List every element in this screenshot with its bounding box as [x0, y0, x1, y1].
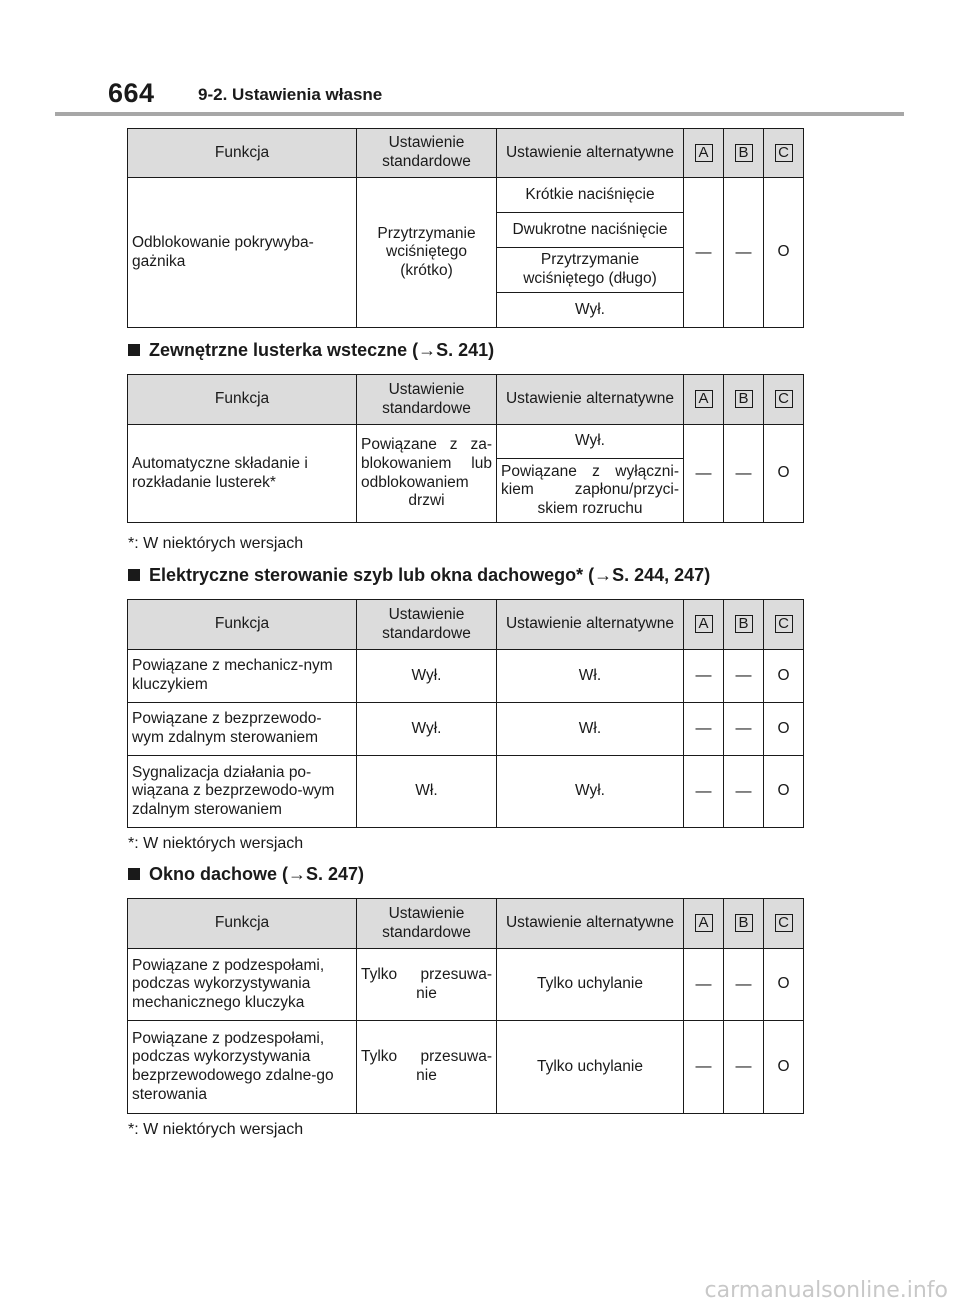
a-cell: —: [684, 1021, 724, 1114]
alternative-cell: Przytrzymanie wciśniętego (długo): [497, 248, 684, 293]
header-function: Funkcja: [128, 375, 357, 425]
header-function: Funkcja: [128, 600, 357, 650]
table-row: [128, 650, 804, 703]
table-header-row: [128, 375, 804, 425]
function-cell: Sygnalizacja działania po-wiązana z bezprzewodo-wym zdalnym sterowaniem: [128, 756, 357, 828]
header-a: A: [684, 129, 724, 178]
a-cell: —: [684, 178, 724, 328]
default-cell: Powiązane z za-blokowaniem lub odblokowaniem drzwi: [357, 425, 497, 523]
footnote: *: W niektórych wersjach: [128, 835, 304, 852]
b-cell: —: [724, 949, 764, 1021]
alternative-cell: Tylko uchylanie: [497, 1021, 684, 1114]
table-header-row: [128, 600, 804, 650]
footnote: *: W niektórych wersjach: [128, 535, 304, 552]
function-cell: Odblokowanie pokrywyba-gażnika: [128, 178, 357, 328]
section-heading-mirrors: Zewnętrzne lusterka wsteczne (→S. 241): [128, 340, 494, 361]
b-cell: —: [724, 756, 764, 828]
default-cell: Przytrzymanie wciśniętego (krótko): [357, 178, 497, 328]
b-cell: —: [724, 650, 764, 703]
header-default: Ustawienie standardowe: [357, 129, 497, 178]
table-sunroof: [127, 898, 804, 1114]
table-power-windows: [127, 599, 804, 828]
header-b: B: [724, 600, 764, 650]
header-b: B: [724, 129, 764, 178]
header-c: C: [764, 600, 804, 650]
square-bullet-icon: [128, 569, 140, 581]
table-row: [128, 756, 804, 828]
header-alternative: Ustawienie alternatywne: [497, 375, 684, 425]
header-default: Ustawienie standardowe: [357, 899, 497, 949]
square-bullet-icon: [128, 868, 140, 880]
c-cell: O: [764, 949, 804, 1021]
a-cell: —: [684, 703, 724, 756]
alternative-cell: Wł.: [497, 650, 684, 703]
table-header-row: [128, 899, 804, 949]
header-function: Funkcja: [128, 899, 357, 949]
header-b: B: [724, 375, 764, 425]
alternative-cell: Wył.: [497, 425, 684, 459]
alternative-cell: Dwukrotne naciśnięcie: [497, 213, 684, 248]
page-number: 664: [108, 78, 155, 108]
function-cell: Powiązane z podzespołami, podczas wykorzystywania mechanicznego kluczyka: [128, 949, 357, 1021]
header-alternative: Ustawienie alternatywne: [497, 899, 684, 949]
c-cell: O: [764, 756, 804, 828]
table-mirrors: [127, 374, 804, 523]
watermark: carmanualsonline.info: [704, 1278, 948, 1303]
c-cell: O: [764, 425, 804, 523]
default-cell: Tylko przesuwa-nie: [357, 1021, 497, 1114]
c-cell: O: [764, 178, 804, 328]
default-cell: Wył.: [357, 650, 497, 703]
b-cell: —: [724, 1021, 764, 1114]
alternative-cell: Powiązane z wyłączni-kiem zapłonu/przyci-skiem rozruchu: [497, 459, 684, 523]
table-row: [128, 949, 804, 1021]
alternative-cell: Krótkie naciśnięcie: [497, 178, 684, 213]
a-cell: —: [684, 650, 724, 703]
header-b: B: [724, 899, 764, 949]
c-cell: O: [764, 1021, 804, 1114]
table-trunk-unlock: [127, 128, 804, 328]
alternative-cell: Wł.: [497, 703, 684, 756]
header-a: A: [684, 899, 724, 949]
table-row: [128, 1021, 804, 1114]
section-heading-power-windows: Elektryczne sterowanie szyb lub okna dachowego* (→S. 244, 247): [128, 565, 710, 586]
header-rule: [55, 112, 904, 116]
header-c: C: [764, 129, 804, 178]
function-cell: Powiązane z mechanicz-nym kluczykiem: [128, 650, 357, 703]
default-cell: Tylko przesuwa-nie: [357, 949, 497, 1021]
c-cell: O: [764, 650, 804, 703]
header-alternative: Ustawienie alternatywne: [497, 129, 684, 178]
a-cell: —: [684, 949, 724, 1021]
a-cell: —: [684, 425, 724, 523]
b-cell: —: [724, 703, 764, 756]
chapter-title: 9-2. Ustawienia własne: [198, 85, 383, 104]
c-cell: O: [764, 703, 804, 756]
default-cell: Wył.: [357, 703, 497, 756]
square-bullet-icon: [128, 344, 140, 356]
alternative-cell: Wył.: [497, 293, 684, 328]
header-c: C: [764, 375, 804, 425]
alternative-cell: Wył.: [497, 756, 684, 828]
footnote: *: W niektórych wersjach: [128, 1121, 304, 1138]
alternative-cell: Tylko uchylanie: [497, 949, 684, 1021]
header-c: C: [764, 899, 804, 949]
header-a: A: [684, 600, 724, 650]
header-alternative: Ustawienie alternatywne: [497, 600, 684, 650]
section-heading-sunroof: Okno dachowe (→S. 247): [128, 864, 364, 885]
b-cell: —: [724, 178, 764, 328]
table-row: [128, 425, 804, 459]
table-row: [128, 703, 804, 756]
function-cell: Powiązane z podzespołami, podczas wykorzystywania bezprzewodowego zdalne-go sterowania: [128, 1021, 357, 1114]
table-header-row: [128, 129, 804, 178]
table-row: [128, 178, 804, 213]
b-cell: —: [724, 425, 764, 523]
header-default: Ustawienie standardowe: [357, 375, 497, 425]
function-cell: Powiązane z bezprzewodo-wym zdalnym sterowaniem: [128, 703, 357, 756]
a-cell: —: [684, 756, 724, 828]
header-a: A: [684, 375, 724, 425]
header-default: Ustawienie standardowe: [357, 600, 497, 650]
default-cell: Wł.: [357, 756, 497, 828]
header-function: Funkcja: [128, 129, 357, 178]
function-cell: Automatyczne składanie i rozkładanie lusterek*: [128, 425, 357, 523]
